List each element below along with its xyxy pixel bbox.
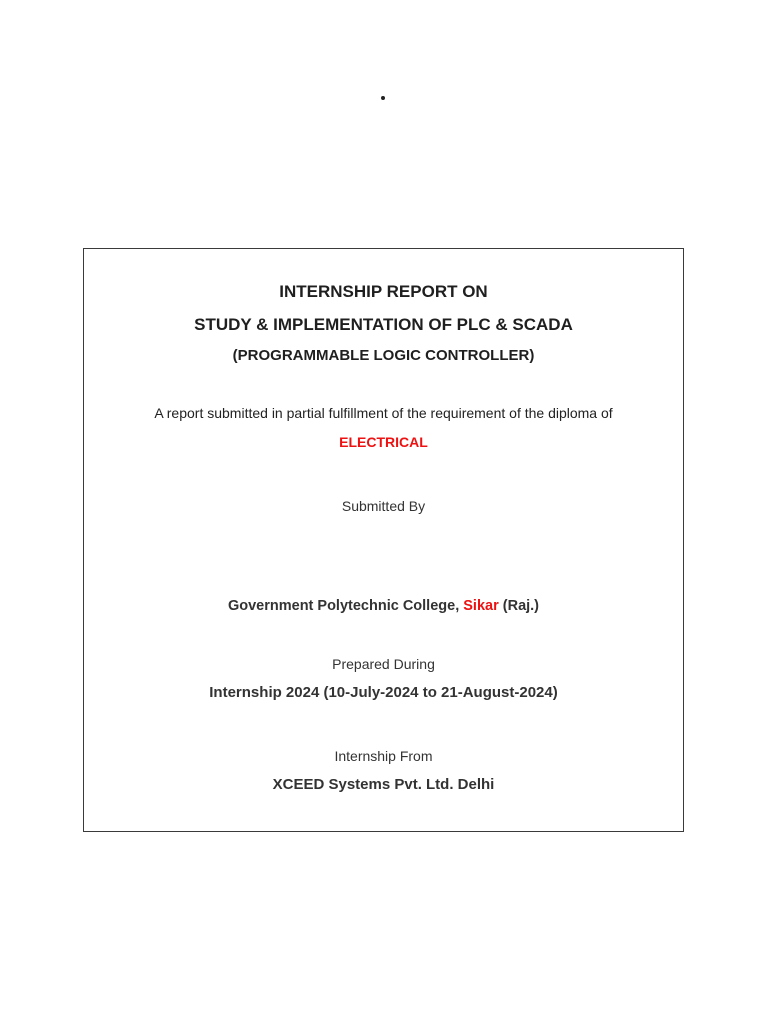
college-name: Government Polytechnic College,	[227, 598, 460, 614]
diploma-name: ELECTRICAL	[339, 434, 428, 450]
report-subtitle: (PROGRAMMABLE LOGIC CONTROLLER)	[232, 347, 535, 364]
cover-box	[83, 248, 684, 832]
internship-from-label: Internship From	[334, 748, 433, 764]
company-name: XCEED Systems Pvt. Ltd. Delhi	[272, 776, 495, 793]
report-title-line1: INTERNSHIP REPORT ON	[279, 282, 488, 301]
report-title-line2: STUDY & IMPLEMENTATION OF PLC & SCADA	[194, 315, 573, 334]
prepared-during-label: Prepared During	[332, 656, 435, 672]
requirement-text: A report submitted in partial fulfillment of the requirement of the diploma of	[154, 405, 613, 421]
college-city: Sikar	[463, 598, 499, 614]
college-state: (Raj.)	[502, 598, 540, 614]
submitted-by-label: Submitted By	[341, 498, 426, 514]
internship-period: Internship 2024 (10-July-2024 to 21-August-2024)	[209, 684, 558, 701]
college-line	[84, 598, 683, 614]
decorative-dot	[381, 96, 385, 100]
